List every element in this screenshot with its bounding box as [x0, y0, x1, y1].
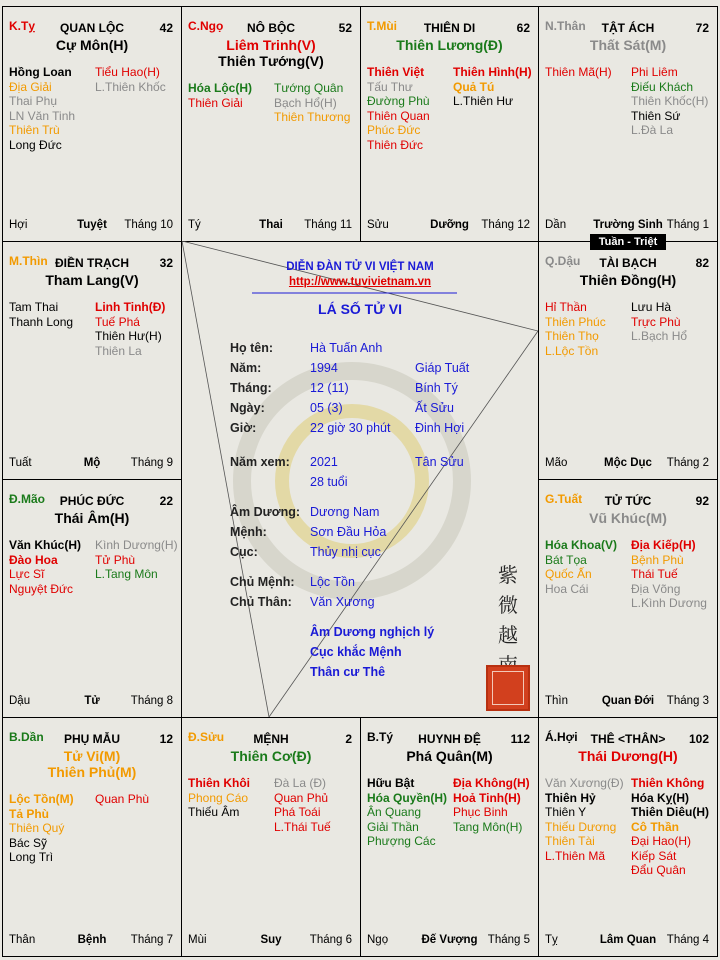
star-item: Thiên Việt [367, 65, 425, 79]
left-stars-column [545, 538, 617, 596]
palace-title: MỆNH [253, 732, 289, 746]
star-item: Hoa Cái [545, 581, 589, 596]
star-item: Thiên Quý [9, 821, 65, 835]
foot-phase: Lâm Quan [599, 934, 657, 946]
main-star: Thái Âm(H) [54, 510, 130, 526]
star-item: Điếu Khách [631, 79, 694, 94]
chart-heading: LÁ SỐ TỬ VI [318, 301, 402, 317]
star-item: Linh Tinh(Đ) [95, 300, 166, 314]
foot-branch: Ngọ [367, 934, 389, 946]
star-item: L.Thiên Hư [453, 94, 514, 108]
right-stars-column [453, 65, 532, 109]
palace-dien-trach[interactable] [2, 241, 182, 480]
right-stars-column [274, 776, 331, 834]
foot-month: Tháng 12 [481, 219, 530, 231]
palace-branch: G.Tuất [545, 492, 583, 506]
row-can: Giáp Tuất [415, 361, 470, 375]
right-stars-column [453, 776, 530, 834]
row-can: Ất Sửu [415, 401, 454, 415]
forum-url[interactable]: http://www.tuvivietnam.vn [288, 276, 432, 288]
star-item: Quan Phù [95, 792, 150, 806]
palace-title: PHỤ MẪU [64, 732, 120, 746]
right-stars-column [95, 538, 178, 582]
row-value: 12 (11) [310, 381, 349, 395]
star-item: Địa Võng [631, 581, 681, 596]
palace-title: THIÊN DI [423, 21, 476, 35]
calligraphy-char: 越 [498, 623, 518, 647]
palace-number: 12 [159, 732, 173, 746]
foot-month: Tháng 1 [666, 219, 709, 231]
row-label: Cục: [230, 545, 258, 559]
row-label: Chủ Thân: [230, 595, 292, 609]
star-item: Kình Dương(H) [95, 538, 178, 552]
star-item: Tiểu Hao(H) [95, 65, 160, 79]
palace-title: PHÚC ĐỨC [59, 494, 125, 508]
main-star: Tử Vi(M) [63, 748, 121, 764]
main-star: Vũ Khúc(M) [589, 510, 667, 526]
palace-phuc-duc[interactable] [2, 479, 182, 718]
tuan-triet-badge: Tuần - Triệt [590, 234, 666, 250]
star-item: Phúc Đức [367, 123, 421, 137]
star-item: Long Trì [9, 850, 54, 864]
palace-branch: Á.Hợi [545, 730, 578, 744]
star-item: Tả Phù [9, 806, 50, 821]
row-label: Âm Dương: [230, 505, 301, 519]
star-item: Thiên Mã(H) [545, 65, 612, 79]
foot-month: Tháng 2 [666, 457, 709, 469]
star-item: Hóa Quyền(H) [367, 790, 448, 805]
foot-branch: Thân [9, 934, 36, 946]
palace-phu-mau[interactable] [2, 717, 182, 957]
right-stars-column [631, 300, 687, 344]
star-item: Phục Binh [453, 805, 508, 819]
star-item: L.Lộc Tồn [545, 343, 599, 358]
left-stars-column [545, 300, 606, 358]
star-item: Long Đức [9, 137, 62, 152]
palace-number: 32 [159, 256, 173, 270]
star-item: Nguyệt Đức [9, 581, 74, 596]
year-view-value: 2021 [310, 455, 338, 469]
star-item: Lưu Hà [631, 300, 672, 314]
foot-branch: Thìn [545, 695, 569, 707]
star-item: Thiếu Âm [188, 805, 240, 819]
palace-branch: Q.Dậu [545, 254, 581, 268]
year-view-label: Năm xem: [230, 455, 290, 469]
palace-branch: Đ.Sửu [188, 730, 225, 744]
star-item: Địa Kiếp(H) [631, 538, 696, 552]
star-item: L.Thiên Khốc [95, 79, 166, 94]
star-item: Đại Hao(H) [631, 834, 692, 848]
foot-branch: Mùi [188, 934, 207, 946]
foot-phase: Quan Đới [601, 695, 655, 707]
palace-tai-bach[interactable] [538, 241, 718, 480]
star-item: Hỉ Thần [545, 300, 587, 314]
vertical-calligraphy [496, 560, 520, 680]
right-stars-column [95, 65, 166, 94]
star-item: Thiên Khốc(H) [631, 94, 709, 108]
star-item: Thiên Tài [545, 834, 595, 848]
foot-phase: Đế Vượng [421, 934, 478, 946]
foot-phase: Trường Sinh [593, 219, 663, 231]
foot-month: Tháng 7 [130, 934, 173, 946]
left-stars-column [545, 65, 612, 80]
note-line: Âm Dương nghịch lý [310, 625, 435, 639]
star-item: Thiên La [95, 343, 142, 358]
star-item: LN Văn Tinh [9, 108, 76, 123]
palace-quan-loc[interactable] [2, 6, 182, 242]
star-item: Đào Hoa [9, 552, 58, 567]
star-item: L.Thiên Mã [545, 848, 606, 863]
star-item: Phượng Các [367, 834, 436, 848]
star-item: Thiên Hình(H) [453, 65, 532, 79]
foot-phase: Dưỡng [430, 219, 469, 231]
foot-month: Tháng 11 [304, 219, 352, 231]
star-item: Quan Phủ [274, 790, 329, 805]
star-item: Thiên Hư(H) [95, 329, 162, 343]
star-item: Tấu Thư [367, 79, 413, 94]
star-item: Tướng Quân [274, 81, 344, 95]
foot-phase: Tuyệt [77, 219, 107, 231]
row-value: 05 (3) [310, 401, 343, 415]
star-item: Địa Không(H) [453, 776, 530, 790]
palace-the-than[interactable] [538, 717, 718, 957]
palace-branch: C.Ngọ [188, 19, 224, 33]
star-item: L.Kình Dương [631, 596, 707, 610]
left-stars-column [367, 776, 447, 849]
left-stars-column [188, 81, 252, 110]
star-item: L.Thái Tuế [274, 819, 331, 834]
star-item: Thiên Trù [9, 123, 60, 137]
palace-menh[interactable] [181, 717, 361, 957]
row-value: Văn Xương [310, 595, 375, 609]
foot-phase: Tử [84, 695, 100, 707]
star-item: Thiên Y [545, 805, 587, 819]
palace-number: 102 [688, 732, 709, 746]
row-label: Mệnh: [230, 525, 267, 539]
main-star: Thiên Cơ(Đ) [230, 748, 312, 764]
foot-month: Tháng 6 [309, 934, 352, 946]
palace-branch: T.Mùi [367, 19, 397, 33]
right-stars-column [631, 776, 709, 878]
row-value: 1994 [310, 361, 338, 375]
star-item: Lộc Tồn(M) [9, 792, 74, 806]
palace-huynh-de[interactable] [360, 717, 539, 957]
age: 28 tuổi [310, 475, 348, 489]
foot-branch: Dần [545, 219, 567, 231]
foot-branch: Sửu [367, 219, 389, 231]
foot-phase: Suy [260, 934, 282, 946]
right-stars-column [631, 538, 707, 611]
star-item: Thiên Không [631, 776, 705, 790]
star-item: Đà La (Đ) [274, 776, 327, 790]
star-item: Phi Liêm [631, 65, 678, 79]
palace-number: 62 [516, 21, 530, 35]
note-line: Cục khắc Mệnh [310, 645, 402, 659]
star-item: Bát Tọa [545, 552, 587, 567]
foot-month: Tháng 9 [130, 457, 173, 469]
row-value: Sơn Đầu Hỏa [310, 525, 387, 539]
right-stars-column [95, 792, 149, 807]
star-item: Tang Môn(H) [453, 819, 523, 834]
star-item: Thiên Thọ [545, 329, 599, 343]
row-label: Giờ: [230, 421, 257, 435]
row-label: Họ tên: [230, 341, 274, 355]
main-star: Thiên Đồng(H) [579, 272, 677, 288]
palace-number: 82 [695, 256, 709, 270]
palace-number: 112 [510, 732, 530, 746]
star-item: Kiếp Sát [631, 848, 677, 863]
star-item: Tam Thai [9, 300, 59, 314]
left-stars-column [9, 538, 81, 596]
palace-title: QUAN LỘC [60, 21, 124, 35]
palace-title: HUYNH ĐỆ [418, 732, 481, 746]
palace-branch: B.Dần [9, 730, 44, 744]
left-stars-column [9, 792, 74, 865]
main-star: Cự Môn(H) [55, 37, 129, 53]
foot-month: Tháng 8 [130, 695, 173, 707]
star-item: Phá Toái [274, 805, 321, 819]
row-value: Hà Tuấn Anh [310, 341, 383, 355]
left-stars-column [9, 65, 75, 152]
star-item: Thiên Phúc [545, 314, 606, 329]
palace-number: 92 [695, 494, 709, 508]
star-item: Thai Phụ [9, 94, 58, 108]
star-item: Thiên Đức [367, 137, 424, 152]
palace-tat-ach[interactable] [538, 6, 718, 242]
palace-number: 42 [159, 21, 173, 35]
palace-branch: M.Thìn [9, 254, 48, 268]
calligraphy-char: 紫 [498, 563, 518, 587]
foot-branch: Tý [188, 219, 201, 231]
red-seal-stamp [486, 665, 530, 711]
foot-month: Tháng 3 [666, 695, 709, 707]
star-item: Hóa Lộc(H) [188, 81, 252, 95]
main-star: Thất Sát(M) [589, 37, 667, 53]
star-item: Hóa Khoa(V) [545, 538, 617, 552]
main-star: Liêm Trinh(V) [226, 37, 316, 53]
right-stars-column [631, 65, 708, 138]
row-value: 22 giờ 30 phút [310, 421, 391, 435]
star-item: Ân Quang [367, 805, 422, 819]
main-star: Thiên Phủ(M) [47, 764, 137, 780]
foot-month: Tháng 5 [487, 934, 530, 946]
star-item: Giải Thần [367, 819, 419, 834]
star-item: Hoả Tinh(H) [453, 790, 521, 805]
foot-branch: Tỵ [545, 934, 558, 946]
star-item: Thiếu Dương [545, 819, 617, 834]
foot-month: Tháng 4 [666, 934, 709, 946]
star-item: Thiên Sứ [631, 108, 681, 123]
star-item: Tử Phù [95, 552, 136, 567]
star-item: Tuế Phá [95, 314, 140, 329]
palace-thien-di[interactable] [360, 6, 539, 242]
star-item: Thiên Giải [188, 95, 243, 110]
star-item: L.Tang Môn [95, 567, 158, 581]
right-stars-column [274, 81, 350, 125]
star-item: Đẩu Quân [631, 863, 686, 877]
forum-name: DIỄN ĐÀN TỬ VI VIỆT NAM [286, 261, 434, 273]
foot-branch: Dậu [9, 695, 31, 707]
star-item: Bạch Hổ(H) [274, 95, 337, 110]
star-item: Thiên Hỷ [545, 790, 596, 805]
star-item: Phong Cáo [188, 790, 249, 805]
star-item: Quốc Ấn [545, 567, 592, 581]
main-star: Thái Dương(H) [578, 748, 678, 764]
palace-title: THÊ <THÂN> [590, 732, 666, 746]
foot-month: Tháng 10 [124, 219, 173, 231]
star-item: Văn Xương(Đ) [545, 776, 624, 790]
row-label: Tháng: [230, 381, 272, 395]
foot-phase: Mộ [83, 457, 101, 469]
palace-number: 52 [338, 21, 352, 35]
row-value: Thủy nhị cục [310, 545, 381, 559]
star-item: Quả Tú [453, 79, 495, 94]
right-stars-column [95, 300, 165, 358]
left-stars-column [188, 776, 250, 820]
foot-branch: Tuất [9, 457, 32, 469]
row-label: Năm: [230, 361, 262, 375]
main-star: Thiên Tướng(V) [218, 53, 324, 69]
star-item: Thanh Long [9, 314, 74, 329]
palace-title: ĐIỀN TRẠCH [55, 256, 129, 270]
palace-branch: K.Tỵ [9, 19, 36, 33]
center-info-panel [182, 241, 538, 717]
star-item: Thiên Thương [274, 110, 351, 124]
note-line: Thân cư Thê [310, 665, 386, 679]
star-item: L.Bạch Hổ [631, 329, 688, 343]
star-item: Địa Giải [9, 79, 52, 94]
palace-number: 2 [345, 732, 352, 746]
foot-phase: Mộc Dục [604, 457, 652, 469]
star-item: Thiên Quan [367, 108, 430, 123]
star-item: Văn Khúc(H) [9, 538, 81, 552]
star-item: Bệnh Phù [631, 552, 684, 567]
star-item: Lực Sĩ [9, 567, 45, 581]
star-item: Hữu Bật [367, 776, 415, 790]
star-item: Cô Thần [631, 819, 679, 834]
row-can: Bính Tý [415, 381, 458, 395]
star-item: L.Đà La [631, 123, 674, 137]
palace-title: NÔ BỘC [247, 21, 295, 35]
left-stars-column [367, 65, 430, 152]
foot-phase: Bệnh [77, 934, 107, 946]
palace-branch: N.Thân [545, 19, 586, 33]
star-item: Thái Tuế [631, 567, 678, 581]
row-value: Lộc Tồn [310, 575, 355, 589]
left-stars-column [545, 776, 624, 863]
star-item: Hóa Kỵ(H) [631, 790, 690, 805]
star-item: Đường Phù [367, 94, 430, 108]
palace-number: 22 [159, 494, 173, 508]
star-item: Thiên Khôi [188, 776, 250, 790]
foot-branch: Mão [545, 457, 568, 469]
left-stars-column [9, 300, 73, 329]
row-can: Đinh Hợi [415, 421, 465, 435]
star-item: Hồng Loan [9, 65, 72, 79]
star-item: Trực Phù [631, 314, 681, 329]
main-star: Tham Lang(V) [45, 272, 139, 288]
star-item: Bác Sỹ [9, 835, 48, 850]
main-star: Phá Quân(M) [406, 748, 493, 764]
main-star: Thiên Lương(Đ) [396, 37, 503, 53]
palace-title: TỬ TỨC [604, 494, 652, 508]
row-value: Dương Nam [310, 505, 380, 519]
palace-branch: Đ.Mão [9, 492, 45, 506]
palace-tu-tuc[interactable] [538, 479, 718, 718]
palace-branch: B.Tý [367, 730, 394, 744]
star-item: Thiên Diêu(H) [631, 805, 709, 819]
palace-title: TẬT ÁCH [601, 21, 655, 35]
row-label: Ngày: [230, 401, 265, 415]
year-view-can: Tân Sửu [415, 455, 464, 469]
row-label: Chủ Mệnh: [230, 575, 295, 589]
foot-branch: Hợi [9, 219, 28, 231]
palace-no-boc[interactable] [181, 6, 361, 242]
foot-phase: Thai [259, 219, 283, 231]
palace-title: TÀI BẠCH [599, 256, 657, 270]
calligraphy-char: 微 [498, 593, 518, 617]
palace-number: 72 [695, 21, 709, 35]
